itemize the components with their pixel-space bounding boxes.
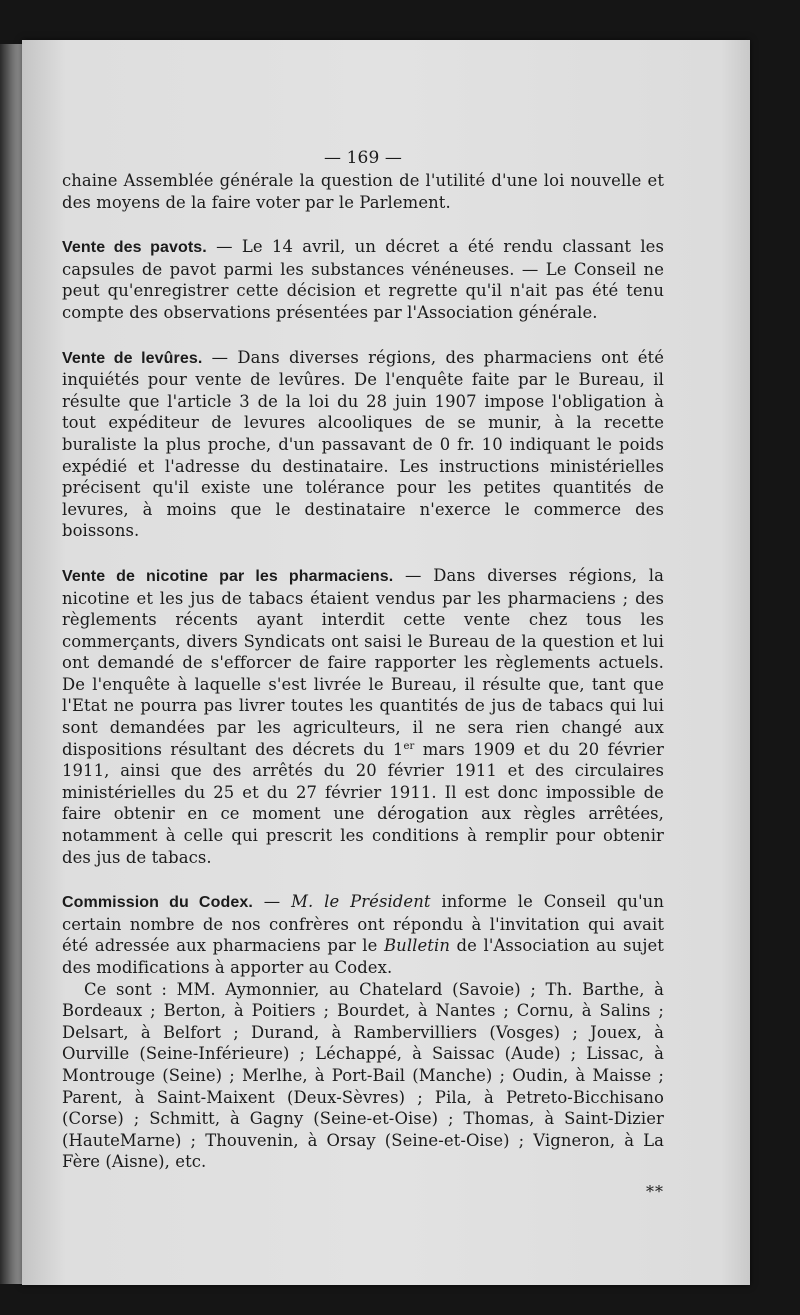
dash: — xyxy=(252,892,292,912)
section-text: informe le Conseil qu'un certain nombre de nos confrères ont répondu à l'invitation qui avait été adressée aux pharmaciens par le xyxy=(62,892,664,956)
section-heading: Vente de nicotine par les pharmaciens. xyxy=(62,567,394,585)
section-text: — Le 14 avril, un décret a été rendu classant les capsules de pavot parmi les substances vénéneuses. — Le Conseil ne peut qu'enregistrer cette décision et regrette qu'il n'ait pas été tenu compte des observations présentées par l'Association générale. xyxy=(62,237,664,322)
book-page xyxy=(22,40,750,1285)
section-pavots xyxy=(62,236,664,323)
section-heading: Vente des pavots. xyxy=(62,239,207,257)
page-content xyxy=(62,148,664,1203)
superscript: er xyxy=(403,740,415,752)
codex-contributors-list: Ce sont : MM. Aymonnier, au Chatelard (Savoie) ; Th. Barthe, à Bordeaux ; Berton, à Poitiers ; Bourdet, à Nantes ; Cornu, à Salins ; Delsart, à Belfort ; Durand, à Rambervilliers (Vosges) ; Jouex, à Ourville (Seine-Inférieure) ; Léchappé, à Saissac (Aude) ; Lissac, à Montrouge (Seine) ; Merlhe, à Port-Bail (Manche) ; Oudin, à Maisse ; Parent, à Saint-Maixent (Deux-Sèvres) ; Pila, à Petreto-Bicchisano (Corse) ; Schmitt, à Gagny (Seine-et-Oise) ; Thomas, à Saint-Dizier (HauteMarne) ; Thouvenin, à Orsay (Seine-et-Oise) ; Vigneron, à La Fère (Aisne), etc. xyxy=(62,979,664,1172)
section-separator-stars: ** xyxy=(646,1181,664,1201)
section-codex xyxy=(62,891,664,1173)
president-title: M. le Président xyxy=(291,892,431,912)
bulletin-title: Bulletin xyxy=(384,936,450,956)
section-text: — Dans diverses régions, des pharmaciens ont été inquiétés pour vente de levûres. De l'enquête faite par le Bureau, il résulte que l'article 3 de la loi du 28 juin 1907 impose l'obligation à tout expéditeur de levures alcooliques de se munir, à la recette buraliste la plus proche, d'un passavant de 0 fr. 10 indiquant le poids expédié et l'adresse du destinataire. Les instructions ministérielles précisent qu'il existe une tolérance pour les petites quantités de levures, à moins que le destinataire n'exerce le commerce des boissons. xyxy=(62,347,664,541)
section-text: — Dans diverses régions, la nicotine et les jus de tabacs étaient vendus par les pharmaciens ; des règlements récents ayant interdit cette vente chez tous les commerçants, divers Syndicats ont saisi le Bureau de la question et lui ont demandé de s'efforcer de faire rapporter les règlements actuels. De l'enquête à laquelle s'est livrée le Bureau, il résulte que, tant que l'Etat ne pourra pas livrer toutes les quantités de jus de tabacs qui lui sont demandées par les agriculteurs, il ne sera rien changé aux dispositions résultant des décrets du 1 xyxy=(62,565,664,759)
section-levures xyxy=(62,347,664,542)
intro-paragraph: chaine Assemblée générale la question de l'utilité d'une loi nouvelle et des moyens de la faire voter par le Parlement. xyxy=(62,171,664,212)
section-heading: Vente de levûres. xyxy=(62,349,203,367)
section-text-continued: de l'Association au sujet des modifications à apporter au Codex. xyxy=(62,936,664,977)
section-nicotine xyxy=(62,565,664,868)
codex-paragraph xyxy=(62,891,664,978)
section-heading: Commission du Codex. xyxy=(62,894,253,912)
section-text-continued: mars 1909 et du 20 février 1911, ainsi que des arrêtés du 20 février 1911 et des circulaires ministérielles du 25 et du 27 février 1911. Il est donc impossible de faire obtenir en ce moment une dérogation aux règles arrêtées, notamment à celle qui prescrit les conditions à remplir pour obtenir des jus de tabacs. xyxy=(62,739,664,867)
page-number: — 169 — xyxy=(324,148,402,168)
